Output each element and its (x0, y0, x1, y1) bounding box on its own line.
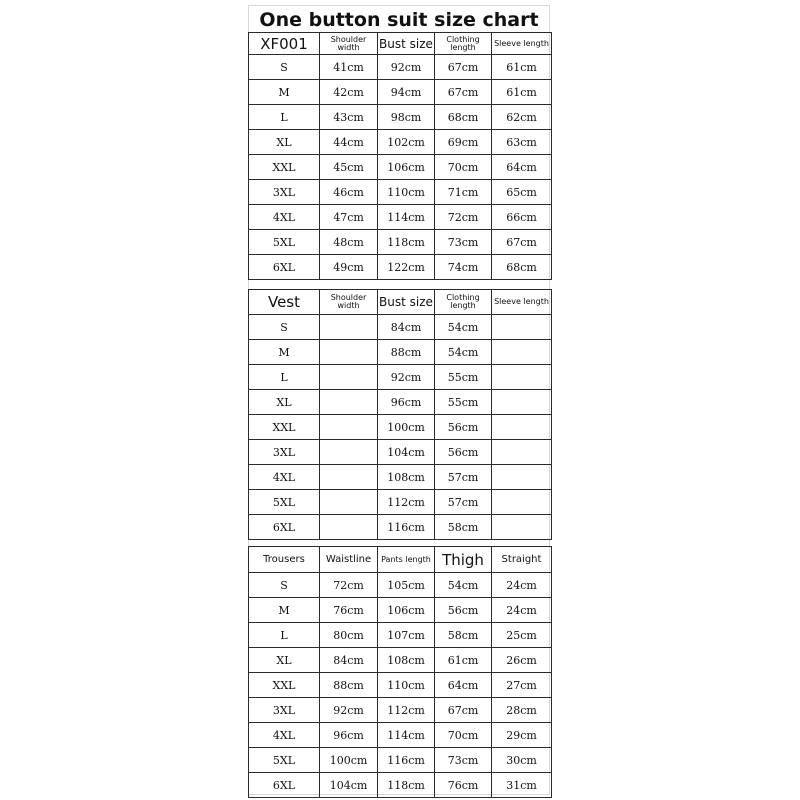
sleeve-length-cell (492, 415, 552, 440)
size-cell: 4XL (249, 723, 320, 748)
size-cell: S (249, 315, 320, 340)
table-row (249, 180, 552, 205)
table-row (249, 415, 552, 440)
sleeve-length-cell (492, 465, 552, 490)
size-cell: S (249, 573, 320, 598)
column-header-waistline: Waistline (320, 547, 378, 573)
size-cell: 5XL (249, 748, 320, 773)
sleeve-length-cell (492, 315, 552, 340)
table-header-row (249, 290, 552, 315)
table-row (249, 230, 552, 255)
bust-size-cell: 116cm (378, 515, 435, 540)
size-cell: M (249, 598, 320, 623)
thigh-cell: 54cm (435, 573, 492, 598)
column-header-straight: Straight (492, 547, 552, 573)
bust-size-cell: 108cm (378, 465, 435, 490)
thigh-cell: 64cm (435, 673, 492, 698)
straight-cell: 31cm (492, 773, 552, 798)
table-header-row (249, 33, 552, 55)
shoulder-width-cell: 44cm (320, 130, 378, 155)
thigh-cell: 58cm (435, 623, 492, 648)
bust-size-cell: 106cm (378, 155, 435, 180)
clothing-length-cell: 71cm (435, 180, 492, 205)
trousers-rows (249, 573, 552, 798)
size-cell: M (249, 80, 320, 105)
table-row (249, 598, 552, 623)
clothing-length-cell: 57cm (435, 465, 492, 490)
column-header-bust-size: Bust size (378, 290, 435, 315)
straight-cell: 29cm (492, 723, 552, 748)
size-cell: 3XL (249, 440, 320, 465)
bust-size-cell: 92cm (378, 55, 435, 80)
size-cell: XXL (249, 155, 320, 180)
waistline-cell: 84cm (320, 648, 378, 673)
table-row (249, 698, 552, 723)
bust-size-cell: 112cm (378, 490, 435, 515)
shoulder-width-cell: 43cm (320, 105, 378, 130)
bust-size-cell: 92cm (378, 365, 435, 390)
pants-length-cell: 106cm (378, 598, 435, 623)
pants-length-cell: 114cm (378, 723, 435, 748)
size-cell: L (249, 623, 320, 648)
clothing-length-cell: 73cm (435, 230, 492, 255)
pants-length-cell: 110cm (378, 673, 435, 698)
column-header-shoulder-width: Shoulder width (320, 33, 378, 55)
bust-size-cell: 84cm (378, 315, 435, 340)
table-row (249, 365, 552, 390)
clothing-length-cell: 56cm (435, 415, 492, 440)
shoulder-width-cell: 46cm (320, 180, 378, 205)
column-header-model: Vest (249, 290, 320, 315)
size-cell: 3XL (249, 698, 320, 723)
waistline-cell: 96cm (320, 723, 378, 748)
size-cell: 6XL (249, 255, 320, 280)
size-cell: S (249, 55, 320, 80)
vest-size-table (248, 289, 552, 540)
shoulder-width-cell (320, 365, 378, 390)
column-header-sleeve-length: Sleeve length (492, 290, 552, 315)
clothing-length-cell: 67cm (435, 80, 492, 105)
clothing-length-cell: 54cm (435, 315, 492, 340)
trousers-size-table (248, 546, 552, 798)
chart-title: One button suit size chart (259, 9, 539, 31)
shoulder-width-cell: 49cm (320, 255, 378, 280)
table-row (249, 440, 552, 465)
clothing-length-cell: 69cm (435, 130, 492, 155)
straight-cell: 25cm (492, 623, 552, 648)
column-header-shoulder-width: Shoulder width (320, 290, 378, 315)
waistline-cell: 80cm (320, 623, 378, 648)
thigh-cell: 76cm (435, 773, 492, 798)
sleeve-length-cell: 64cm (492, 155, 552, 180)
table-row (249, 340, 552, 365)
bust-size-cell: 114cm (378, 205, 435, 230)
shoulder-width-cell (320, 315, 378, 340)
table-row (249, 55, 552, 80)
pants-length-cell: 107cm (378, 623, 435, 648)
thigh-cell: 67cm (435, 698, 492, 723)
size-cell: 4XL (249, 465, 320, 490)
bust-size-cell: 98cm (378, 105, 435, 130)
table-row (249, 673, 552, 698)
table-row (249, 205, 552, 230)
waistline-cell: 88cm (320, 673, 378, 698)
table-row (249, 648, 552, 673)
clothing-length-cell: 72cm (435, 205, 492, 230)
table-row (249, 748, 552, 773)
shoulder-width-cell: 41cm (320, 55, 378, 80)
clothing-length-cell: 55cm (435, 365, 492, 390)
waistline-cell: 100cm (320, 748, 378, 773)
size-cell: 5XL (249, 230, 320, 255)
sleeve-length-cell: 67cm (492, 230, 552, 255)
thigh-cell: 61cm (435, 648, 492, 673)
bust-size-cell: 96cm (378, 390, 435, 415)
shoulder-width-cell (320, 490, 378, 515)
sleeve-length-cell (492, 365, 552, 390)
table-row (249, 105, 552, 130)
pants-length-cell: 116cm (378, 748, 435, 773)
table-row (249, 573, 552, 598)
shoulder-width-cell (320, 340, 378, 365)
table-header-row (249, 547, 552, 573)
clothing-length-cell: 70cm (435, 155, 492, 180)
clothing-length-cell: 56cm (435, 440, 492, 465)
column-header-bust-size: Bust size (378, 33, 435, 55)
table-row (249, 130, 552, 155)
waistline-cell: 104cm (320, 773, 378, 798)
sleeve-length-cell: 61cm (492, 55, 552, 80)
table-row (249, 623, 552, 648)
sleeve-length-cell: 62cm (492, 105, 552, 130)
sleeve-length-cell (492, 490, 552, 515)
pants-length-cell: 112cm (378, 698, 435, 723)
column-header-model: XF001 (249, 33, 320, 55)
table-row (249, 80, 552, 105)
straight-cell: 30cm (492, 748, 552, 773)
size-cell: L (249, 365, 320, 390)
pants-length-cell: 108cm (378, 648, 435, 673)
sleeve-length-cell (492, 440, 552, 465)
thigh-cell: 70cm (435, 723, 492, 748)
size-cell: 5XL (249, 490, 320, 515)
size-cell: L (249, 105, 320, 130)
shoulder-width-cell (320, 515, 378, 540)
column-header-clothing-length: Clothing length (435, 33, 492, 55)
size-cell: 6XL (249, 773, 320, 798)
table-row (249, 390, 552, 415)
shoulder-width-cell (320, 440, 378, 465)
size-cell: 3XL (249, 180, 320, 205)
sleeve-length-cell (492, 340, 552, 365)
bust-size-cell: 102cm (378, 130, 435, 155)
bust-size-cell: 122cm (378, 255, 435, 280)
thigh-cell: 56cm (435, 598, 492, 623)
column-header-clothing-length: Clothing length (435, 290, 492, 315)
table-row (249, 490, 552, 515)
column-header-sleeve-length: Sleeve length (492, 33, 552, 55)
waistline-cell: 76cm (320, 598, 378, 623)
table-row (249, 723, 552, 748)
table-row (249, 773, 552, 798)
shoulder-width-cell (320, 415, 378, 440)
clothing-length-cell: 74cm (435, 255, 492, 280)
waistline-cell: 72cm (320, 573, 378, 598)
column-header-model: Trousers (249, 547, 320, 573)
shoulder-width-cell: 48cm (320, 230, 378, 255)
pants-length-cell: 118cm (378, 773, 435, 798)
size-cell: XXL (249, 415, 320, 440)
size-cell: 4XL (249, 205, 320, 230)
shoulder-width-cell (320, 465, 378, 490)
straight-cell: 26cm (492, 648, 552, 673)
clothing-length-cell: 68cm (435, 105, 492, 130)
sleeve-length-cell: 66cm (492, 205, 552, 230)
bust-size-cell: 110cm (378, 180, 435, 205)
shoulder-width-cell: 45cm (320, 155, 378, 180)
table-row (249, 155, 552, 180)
column-header-pants-length: Pants length (378, 547, 435, 573)
clothing-length-cell: 67cm (435, 55, 492, 80)
size-cell: XL (249, 130, 320, 155)
column-header-thigh: Thigh (435, 547, 492, 573)
size-cell: XL (249, 648, 320, 673)
sleeve-length-cell: 65cm (492, 180, 552, 205)
table-row (249, 465, 552, 490)
thigh-cell: 73cm (435, 748, 492, 773)
straight-cell: 27cm (492, 673, 552, 698)
clothing-length-cell: 55cm (435, 390, 492, 415)
sleeve-length-cell (492, 515, 552, 540)
bust-size-cell: 118cm (378, 230, 435, 255)
clothing-length-cell: 58cm (435, 515, 492, 540)
size-cell: XXL (249, 673, 320, 698)
waistline-cell: 92cm (320, 698, 378, 723)
bust-size-cell: 94cm (378, 80, 435, 105)
jacket-rows (249, 55, 552, 280)
shoulder-width-cell: 47cm (320, 205, 378, 230)
size-cell: M (249, 340, 320, 365)
sleeve-length-cell: 68cm (492, 255, 552, 280)
table-row (249, 255, 552, 280)
sleeve-length-cell (492, 390, 552, 415)
shoulder-width-cell: 42cm (320, 80, 378, 105)
clothing-length-cell: 57cm (435, 490, 492, 515)
sleeve-length-cell: 63cm (492, 130, 552, 155)
vest-rows (249, 315, 552, 540)
pants-length-cell: 105cm (378, 573, 435, 598)
straight-cell: 24cm (492, 598, 552, 623)
bust-size-cell: 88cm (378, 340, 435, 365)
clothing-length-cell: 54cm (435, 340, 492, 365)
size-cell: 6XL (249, 515, 320, 540)
table-row (249, 315, 552, 340)
bust-size-cell: 104cm (378, 440, 435, 465)
straight-cell: 28cm (492, 698, 552, 723)
shoulder-width-cell (320, 390, 378, 415)
bust-size-cell: 100cm (378, 415, 435, 440)
jacket-size-table (248, 32, 552, 280)
size-cell: XL (249, 390, 320, 415)
sleeve-length-cell: 61cm (492, 80, 552, 105)
straight-cell: 24cm (492, 573, 552, 598)
table-row (249, 515, 552, 540)
